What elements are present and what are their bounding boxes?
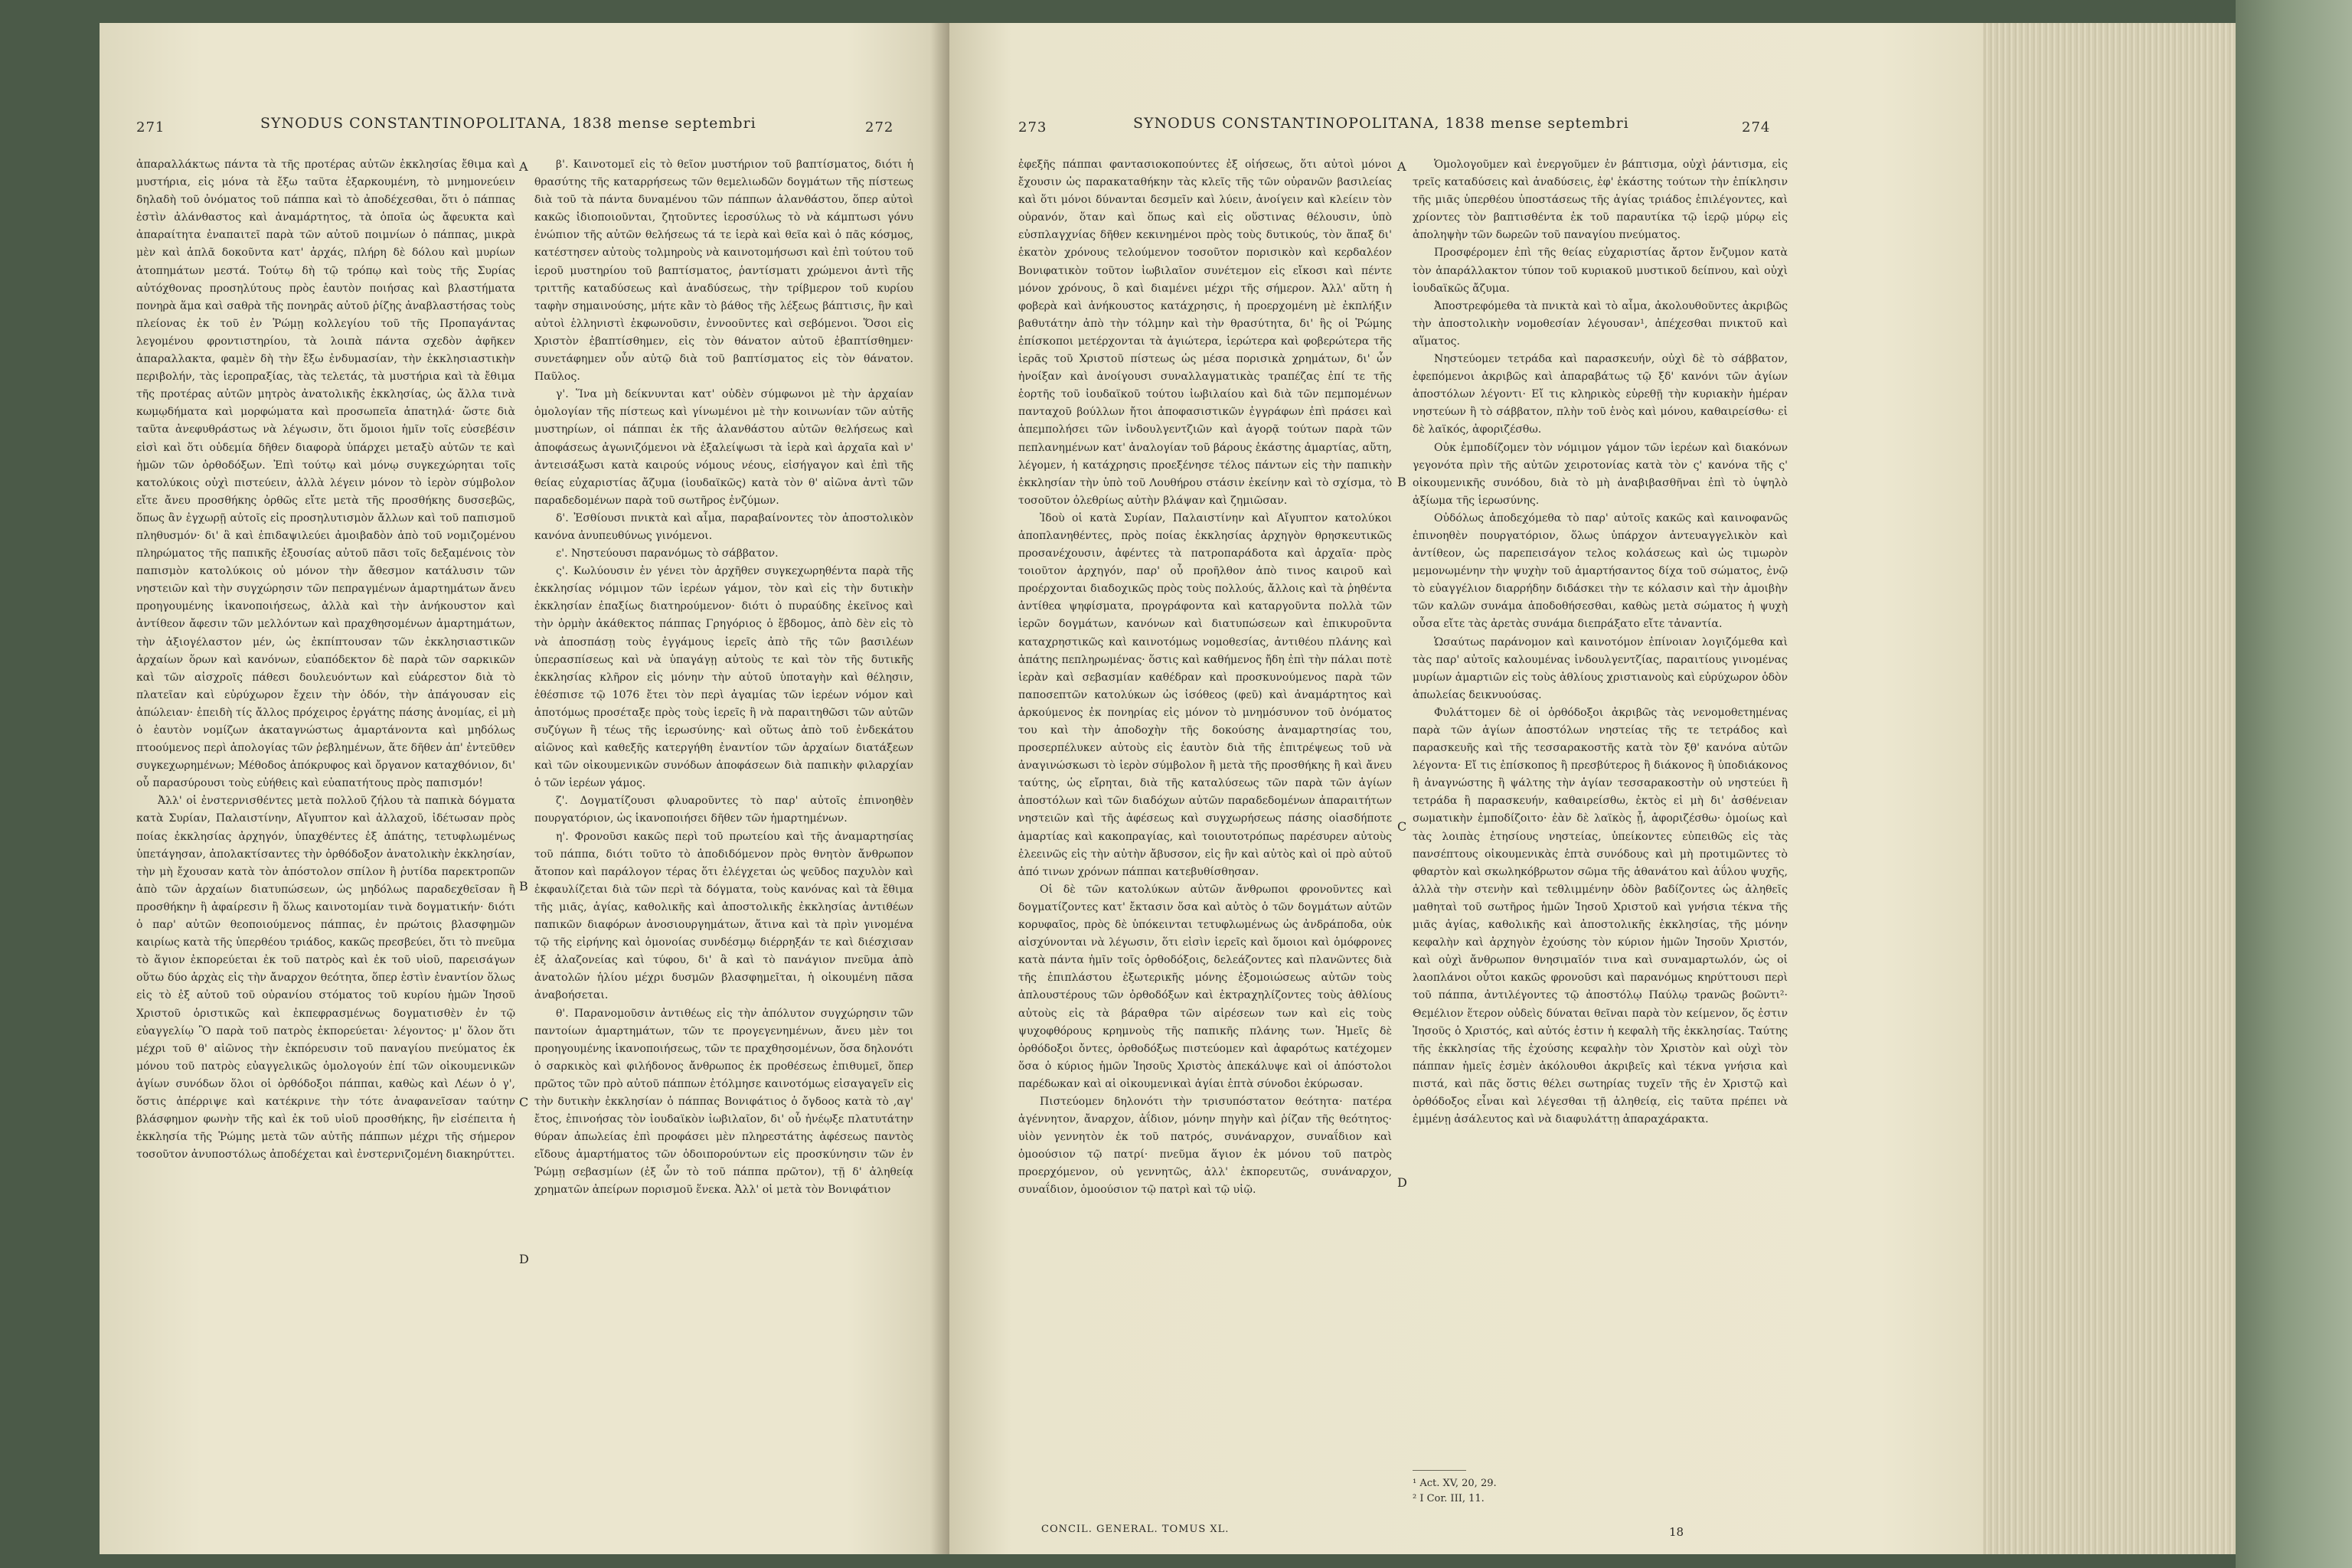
paragraph: ς'. Κωλύουσιν ἐν γένει τὸν ἀρχῆθεν συγκεχωρηθέντα παρὰ τῆς ἐκκλησίας νόμιμον τῶν ἱερέων γάμον, τὸν καὶ εἰς τὴν δυτικὴν ἐκκλησίαν ἐπαξίως διατηρούμενον· διότι ὁ πυραύδης ἐκεῖνος καὶ τὴν ὁρμὴν ἀκάθεκτος πάππας Γρηγόριος ὁ ἕβδομος, ἀπὸ δὲν εἰς τὸ νὰ ἀποσπάσῃ τοὺς ἐγγάμους ἱερεῖς ἀπὸ τῆς τῶν βασιλέων ὑπερασπίσεως καὶ νὰ ὑπαγάγῃ αὐτοὺς τε καὶ τὸν τῆς δυτικῆς ἐκκλησίας κλῆρον εἰς μόνην τὴν αὐτοῦ ὑποταγὴν καὶ θέλησιν, ἐθέσπισε τῷ 1076 ἔτει τὸν περὶ ἀγαμίας τῶν ἱερέων νόμον καὶ ἀποτόμως προσέταξε πρὸς τοὺς ἱερεῖς ἢ νὰ παραιτηθῶσι τῶν αὐτῶν συζύγων ἢ τέως τῆς ἱερωσύνης· καὶ οὕτως ἀπὸ τοῦ ἐνδεκάτου αἰῶνος καὶ καθεξῆς κατεργήθη ἐναντίον τῶν ἀρχαίων διατάξεων καὶ τῶν οἰκουμενικῶν συνόδων ἀποφάσεων διὰ παπικὴν φιλαρχίαν ὁ τῶν ἱερέων γάμος.	[534, 565, 913, 790]
page-number-273: 273	[1018, 119, 1047, 136]
page-number-272: 272	[865, 119, 894, 136]
paragraph: β'. Καινοτομεῖ εἰς τὸ θεῖον μυστήριον τοῦ βαπτίσματος, διότι ἡ θρασύτης τῆς καταρρήσεως τῶν θεμελιωδῶν δογμάτων τῆς πίστεως διὰ τοῦ τὰ πάντα δυναμένου τῶν πάππων ἀλανθάστου, ὅπερ αὐτοὶ κακῶς ἰδιοποιοῦνται, ζητοῦντες ἱεροσύλως τὸ νὰ κάμπτωσι γόνυ ἐνώπιον τῆς αὐτῶν θελήσεως τά τε ἱερὰ καὶ θεῖα καὶ ὁ πᾶς κόσμος, κατέστησεν αὐτοὺς τολμηροὺς νὰ καινοτομήσωσι καὶ ἐπὶ τούτου τοῦ ἱεροῦ μυστηρίου τοῦ βαπτίσματος, ῥαντίσματι χρώμενοι ἀντὶ τῆς τριττῆς καταδύσεως καὶ ἀναδύσεως, τὴν τρίβμερον τοῦ κυρίου ταφὴν σημαινούσης, μήτε κἂν τὸ βάθος τῆς λέξεως βάπτισις, ἣν καὶ αὐτοὶ ἑλληνιστὶ ἐκφωνοῦσιν, ἐννοοῦντες καὶ σεβόμενοι. Ὅσοι εἰς Χριστὸν ἐβαπτίσθημεν, εἰς τὸν θάνατον αὐτοῦ ἐβαπτίσθημεν· συνετάφημεν οὖν αὐτῷ διὰ τοῦ βαπτίσματος εἰς τὸν θάνατον. Παῦλος.	[534, 158, 913, 384]
paragraph: ζ'. Δογματίζουσι φλυαροῦντες τὸ παρ' αὐτοῖς ἐπινοηθὲν πουργατόριον, ὡς ἱκανοποιήσει δῆθεν τῶν ἡμαρτημένων.	[534, 795, 913, 825]
paragraph: θ'. Παρανομοῦσιν ἀντιθέως εἰς τὴν ἀπόλυτον συγχώρησιν τῶν παντοίων ἁμαρτημάτων, τῶν τε προγεγενημένων, ἄνευ μὲν τοι προηγουμένης ἱκανοποιήσεως, τῶν τε πραχθησομένων, ὅσα δηλονότι ὁ σαρκικὸς καὶ φιλήδονος ἄνθρωπος ἐκ προθέσεως ἐπιθυμεῖ, ὅπερ πρῶτος τῶν πρὸ αὐτοῦ πάππων ἐτόλμησε καινοτόμως εἰσαγαγεῖν εἰς τὴν δυτικὴν ἐκκλησίαν ὁ πάππας Βονιφάτιος ὁ ὄγδοος κατὰ τὸ ,αγ' ἔτος, ἐπινοήσας τὸν ἰουδαϊκὸν ἰωβιλαῖον, δι' οὗ ἠνέῳξε πλατυτάτην θύραν ἀπωλείας ἐπὶ προφάσει μὲν πληρεστάτης ἀφέσεως παντὸς εἴδους ἁμαρτήματος τῶν ὁδοιπορούντων εἰς προσκύνησιν τῶν ἐν Ῥώμῃ σεβασμίων (ἐξ ὧν τὸ τοῦ πάππα πρῶτον), τῇ δ' ἀληθείᾳ χρηματῶν ἀπείρων πορισμοῦ ἕνεκα. Ἀλλ' οἱ μετὰ τὸν Βονιφάτιον	[534, 1007, 913, 1197]
paragraph: Ἰδοὺ οἱ κατὰ Συρίαν, Παλαιστίνην καὶ Αἴγυπτον κατολύκοι ἀποπλανηθέντες, πρὸς ποίας ἐκκλησίας ἀρχηγὸν θρησκευτικῶς προσανέχουσιν, ἀφέντες τὰ πατροπαράδοτα καὶ ἀρχαῖα· πρὸς τοιοῦτον ἀρχηγόν, παρ' οὗ προῆλθον ἀπὸ τινος καιροῦ καὶ προέρχονται διαδοχικῶς πρὸς τοὺς πολλούς, ἄλλοις καὶ τὰ ῥηθέντα ἀντίθεα ψηφίσματα, προγράφοντα καὶ καταργοῦντα πολλὰ τῶν ἱερῶν δογμάτων, κανόνων καὶ διατυπώσεων καὶ ἐπικυροῦντα καταχρηστικῶς καὶ καινοτόμως νομοθεσίας, ἀντιθέου πλάνης καὶ ἀπάτης πεπληρωμένας· ὅστις καὶ καθήμενος ἤδη ἐπὶ τὴν πάλαι ποτὲ ἱερὰν καὶ σεβασμίαν καθέδραν καὶ προσκυνούμενος παρὰ τῶν παποσεπτῶν κατολύκων ὡς ἰσόθεος (φεῦ) καὶ ἀναμάρτητος καὶ ἀρκούμενος ἐκ πονηρίας εἰς μόνον τὸ μνημόσυνον τοῦ ὀνόματος του καὶ τὴν ἀποδοχὴν τῆς δοκούσης ἀναμαρτησίας του, προσερπέλυκεν αὐτοὺς εἰς ἑαυτὸν διὰ τῆς ἐπιτρέψεως τοῦ νὰ ἀναγινώσκωσι τὸ ἱερὸν σύμβολον ἢ μετὰ τῆς προσθήκης ἢ καὶ ἄνευ ταύτης, ὡς εἴρηται, διὰ τῆς καταλύσεως τῶν παρὰ τῶν ἁγίων ἀποστόλων καὶ τῶν διαδόχων αὐτῶν παραδεδομένων ἀπαραιτήτων νηστειῶν καὶ τῆς ἀφέσεως καὶ συγχωρήσεως πάσης οἱασδήποτε ἁμαρτίας καὶ κακοπραγίας, καὶ τοιουτοτρόπως παρέσυρεν αὐτοὺς ἐλεεινῶς εἰς τὴν αὐτὴν ἄβυσσον, εἰς ἣν καὶ αὐτὸς καὶ οἱ πρὸ αὐτοῦ ἀπό τινων χρόνων πάππαι κατεβυθίσθησαν.	[1018, 511, 1392, 878]
margin-marker-a: A	[519, 159, 528, 174]
left-page-header	[100, 109, 949, 139]
left-page	[100, 23, 949, 1554]
paragraph: Ἀποστρεφόμεθα τὰ πνικτὰ καὶ τὸ αἷμα, ἀκολουθοῦντες ἀκριβῶς τὴν ἀποστολικὴν νομοθεσίαν λέγουσαν¹, ἀπέχεσθαι πνικτοῦ καὶ αἵματος.	[1413, 299, 1788, 348]
margin-marker-c: C	[519, 1095, 529, 1109]
paragraph: Προσφέρομεν ἐπὶ τῆς θείας εὐχαριστίας ἄρτον ἔνζυμον κατὰ τὸν ἀπαράλλακτον τύπον τοῦ κυριακοῦ μυστικοῦ δείπνου, καὶ οὐχὶ ἰουδαϊκῶς ἄζυμα.	[1413, 247, 1788, 295]
footnote: ¹ Act. XV, 20, 29.	[1413, 1478, 1497, 1489]
paragraph: Ἀλλ' οἱ ἐνστερνισθέντες μετὰ πολλοῦ ζήλου τὰ παπικὰ δόγματα κατὰ Συρίαν, Παλαιστίνην, Αἴγυπτον καὶ ἀλλαχοῦ, ἰδέτωσαν πρὸς ποίας ἐκκλησίας ἀρχηγόν, ὑπαχθέντες ἐξ ἀπάτης, τετυφλωμένως ὑπετάγησαν, ἀπολακτίσαντες τὴν ὀρθόδοξον ἀνατολικὴν ἐκκλησίαν, τὴν μὴ ἔχουσαν κατὰ τὸν ἀπόστολον σπίλον ἢ ῥυτίδα παρεκτροπῶν ἀπὸ τῶν ἀρχαίων διατυπώσεων, ὡς μηδόλως παραδεχθεῖσαν ἢ προσθήκην ἢ ἀφαίρεσιν ἢ ὅλως καινοτομίαν τινὰ δογματικήν· διότι ὁ παρ' αὐτῶν θεοποιούμενος πάππας, ἐν πρώτοις βλασφημῶν καιρίως κατὰ τῆς ὑπερθέου τριάδος, κακῶς πρεσβεύει, ὅτι τὸ πνεῦμα τὸ ἅγιον ἐκπορεύεται ἐκ τοῦ πατρὸς καὶ ἐκ τοῦ υἱοῦ, παρεισάγων οὕτω δύο ἀρχὰς εἰς τὴν ἄναρχον θεότητα, ὅπερ ἐστὶν ἐναντίον ὅλως εἰς τὸ ἐξ αὐτοῦ τοῦ οὐρανίου στόματος τοῦ κυρίου ἡμῶν Ἰησοῦ Χριστοῦ ὁριστικῶς καὶ ἐκπεφρασμένως δογματισθὲν ἐν τῷ εὐαγγελίῳ Ὃ παρὰ τοῦ πατρὸς ἐκπορεύεται· λέγοντος· μ' ὅλον ὅτι μέχρι τοῦ θ' αἰῶνος τὴν ἐκπόρευσιν τοῦ παναγίου πνεύματος ἐκ μόνου τοῦ πατρὸς εὐαγγελικῶς ὁμολογούν ἐπί τῶν οἰκουμενικῶν ἁγίων συνόδων ὅλοι οἱ ὀρθόδοξοι πάππαι, καθὼς καὶ Λέων ὁ γ', ὅστις ἀπέρριψε καὶ κατέκρινε τὴν τότε ἀναφανεῖσαν ταύτην βλάσφημον φωνὴν τῆς καὶ ἐκ τοῦ υἱοῦ προσθήκης, ἣν εἰσέπειτα ἡ ἐκκλησία τῆς Ῥώμης μετὰ τῶν αὐτῆς πάππων μέχρι τῆς σήμερον τοσοῦτον ἀνυποστόλως ἀποδέχεται καὶ ἐνστερνιζομένη διακηρύττει.	[136, 795, 515, 1161]
page-number-274: 274	[1742, 119, 1771, 136]
signature-mark: CONCIL. GENERAL. TOMUS XL.	[1041, 1524, 1230, 1535]
right-page-header	[949, 109, 1983, 139]
paragraph: η'. Φρονοῦσι κακῶς περὶ τοῦ πρωτείου καὶ τῆς ἀναμαρτησίας τοῦ πάππα, διότι τοῦτο τὸ ἀποδιδόμενον πρὸς θνητὸν ἄνθρωπον ἄτοπον καὶ παράλογον τέρας ὅτι ἐλέγχεται ὡς ψεῦδος παχυλὸν καὶ ἐκφαυλίζεται διὰ τῶν περὶ τὰ δόγματα, τοὺς κανόνας καὶ τὰ ἔθιμα τῆς μιᾶς, ἁγίας, καθολικῆς καὶ ἀποστολικῆς ἐκκλησίας ἀντιθέων παπικῶν διαφόρων ἀνοσιουργημάτων, ἅτινα καὶ τὰ πρὶν γινομένα τῷ τῆς εἰρήνης καὶ ὁμονοίας συνδέσμῳ διέρρηξάν τε καὶ διέσχισαν ἐξ ἀλαζονείας καὶ τύφου, δι' ἃ καὶ τὸ πανάγιον πνεῦμα ἀπὸ ἀνατολῶν ἡλίου μέχρι δυσμῶν βλασφημεῖται, ἡ οἰκουμένη πᾶσα ἀναβοήσεται.	[534, 830, 913, 1002]
paragraph: Οἱ δὲ τῶν κατολύκων αὐτῶν ἄνθρωποι φρονοῦντες καὶ δογματίζοντες κατ' ἔκτασιν ὅσα καὶ αὐτὸς ὁ τῶν δογμάτων αὐτῶν κορυφαῖος, πρὸς δὲ ὑπόκεινται τετυφλωμένως ὡς ἀνδράποδα, οὐκ αἰσχύνονται νὰ λέγωσιν, ὅτι εἰσὶν ἱερεῖς καὶ ὅμοιοι καὶ ὁμόφρονες κατὰ πάντα ἡμῖν τοῖς ὀρθοδόξοις, δελεάζοντες καὶ πλανῶντες διὰ τῆς ἐπιπλάστου ἐξωτερικῆς μόνης ἐξομοιώσεως αὐτῶν τοὺς ἀπλουστέρους τῶν ὀρθοδόξων καὶ ἐκτραχηλίζοντες τοὺς ἀθλίους αὐτοὺς εἰς τὰ βάραθρα τῶν αἱρέσεων των καὶ εἰς τοὺς ψυχοφθόρους κρημνοὺς τῆς παπικῆς πλάνης των. Ἡμεῖς δὲ ὀρθόδοξοι ὄντες, ὀρθοδόξως πιστεύομεν καὶ ἀφαρότως κατέχομεν ὅσα ὁ κύριος ἡμῶν Ἰησοῦς Χριστὸς ἀπεκάλυψε καὶ οἱ ἀπόστολοι παρέδωκαν καὶ αἱ οἰκουμενικαὶ ἁγίαι ἑπτὰ σύνοδοι ἐκύρωσαν.	[1018, 883, 1392, 1090]
margin-marker-b: B	[519, 879, 528, 893]
right-page-column-1	[1018, 156, 1392, 1200]
paragraph: Ὡσαύτως παράνομον καὶ καινοτόμον ἐπίνοιαν λογιζόμεθα καὶ τὰς παρ' αὐτοῖς καλουμένας ἰνδουλγεντζίας, παραιτίους γινομένας μυρίων ἁμαρτιῶν εἰς τοὺς ἀθλίους χριστιανοὺς καὶ εὐρύχωρον ὁδὸν ἀπωλείας δεικνυούσας.	[1413, 635, 1788, 701]
book-page-edges	[1983, 23, 2236, 1554]
footnote: ² I Cor. III, 11.	[1413, 1493, 1485, 1504]
page-number-271: 271	[136, 119, 165, 136]
paragraph: Νηστεύομεν τετράδα καὶ παρασκευήν, οὐχὶ δὲ τὸ σάββατον, ἐφεπόμενοι ἀκριβῶς καὶ ἀπαραβάτως τῷ ξδ' κανόνι τῶν ἁγίων ἀποστόλων λέγοντι· Εἴ τις κληρικὸς εὑρεθῇ τὴν κυριακὴν ἡμέραν νηστεύων ἢ τὸ σάββατον, πλὴν τοῦ ἑνὸς καὶ μόνου, καθαιρείσθω· εἰ δὲ λαϊκός, ἀφοριζέσθω.	[1413, 353, 1788, 436]
margin-marker-d: D	[519, 1252, 529, 1266]
paragraph: Οὐκ ἐμποδίζομεν τὸν νόμιμον γάμον τῶν ἱερέων καὶ διακόνων γεγονότα πρὶν τῆς αὐτῶν χειροτονίας κατὰ τὸν ς' κανόνα τῆς ς' οἰκουμενικῆς συνόδου, διὰ τὸ μὴ ἀναβιβασθῆναι ἐπὶ τὸ ὑψηλὸ ἀξίωμα τῆς ἱερωσύνης.	[1413, 441, 1788, 507]
paragraph: Φυλάττομεν δὲ οἱ ὀρθόδοξοι ἀκριβῶς τὰς νενομοθετημένας παρὰ τῶν ἁγίων ἀποστόλων νηστείας τῆς τε τετράδος καὶ παρασκευῆς καὶ τῆς τεσσαρακοστῆς κατὰ τὸν ξθ' κανόνα αὐτῶν λέγοντα· Εἴ τις ἐπίσκοπος ἢ πρεσβύτερος ἢ διάκονος ἢ ὑποδιάκονος ἢ ἀναγνώστης ἢ ψάλτης τὴν ἁγίαν τεσσαρακοστὴν οὐ νηστεύει ἢ τετράδα ἢ παρασκευήν, καθαιρείσθω, ἐκτὸς εἰ μὴ δι' ἀσθένειαν σωματικὴν ἐμποδίζοιτο· ἐὰν δὲ λαϊκὸς ᾖ, ἀφοριζέσθω· ὁμοίως καὶ τὰς λοιπὰς ἐτησίους νηστείας, ὑπείκοντες εὐπειθῶς εἰς τὰς πανσέπτους οἰκουμενικὰς ἑπτὰ συνόδους καὶ μὴ προτιμῶντες τὸ φθαρτὸν καὶ σκωληκόβρωτον σῶμα τῆς ἀθανάτου καὶ ἀΰλου ψυχῆς, ἀλλὰ τὴν στενὴν καὶ τεθλιμμένην ὁδὸν βαδίζοντες ὡς ἀληθεῖς μαθηταὶ τοῦ σωτῆρος ἡμῶν Ἰησοῦ Χριστοῦ καὶ γνήσια τέκνα τῆς μιᾶς ἁγίας, καθολικῆς καὶ ἀποστολικῆς ἐκκλησίας, τῆς μόνην κεφαλὴν καὶ ἀρχηγὸν ἐχούσης τὸν κύριον ἡμῶν Ἰησοῦν Χριστόν, καὶ οὐχὶ ἄνθρωπον θνησιμαῖόν τινα καὶ συναμαρτωλόν, ὡς οἱ λαοπλάνοι οὗτοι κακῶς φρονοῦσι καὶ παρανόμως κηρύττουσι περὶ τοῦ πάππα, ἀντιλέγοντες τῷ ἀποστόλῳ Παύλῳ τρανῶς βοῶντι²· Θεμέλιον ἕτερον οὐδεὶς δύναται θεῖναι παρὰ τὸν κείμενον, ὅς ἐστιν Ἰησοῦς ὁ Χριστός, καὶ αὐτός ἐστιν ἡ κεφαλὴ τῆς ἐκκλησίας. Ταύτης τῆς ἐκκλησίας τῆς ἐχούσης κεφαλὴν τὸν Χριστὸν καὶ οὐχὶ τὸν πάππαν ἡμεῖς ἐσμὲν ἀκόλουθοι ἀκριβεῖς καὶ τέκνα γνήσια καὶ πιστά, καὶ πᾶς ὅστις θέλει σωτηρίας τυχεῖν τῆς ἐν Χριστῷ καὶ ὀρθόδοξος εἶναι καὶ λέγεσθαι τῇ ἀληθείᾳ, εἰς ταῦτα πρέπει νὰ ἐμμένῃ ἀσάλευτος καὶ νὰ διαφυλάττῃ ἀπαραχάρακτα.	[1413, 706, 1788, 1126]
paragraph: Πιστεύομεν δηλονότι τὴν τρισυπόστατον θεότητα· πατέρα ἀγέννητον, ἄναρχον, ἀΐδιον, μόνην πηγὴν καὶ ῥίζαν τῆς θεότητος· υἱὸν γεννητὸν ἐκ τοῦ πατρός, συνάναρχον, συναΐδιον καὶ ὁμοούσιον τῷ πατρί· πνεῦμα ἅγιον ἐκ μόνου τοῦ πατρὸς προερχόμενον, οὐ γεννητῶς, ἀλλ' ἐκπορευτῶς, συνάναρχον, συναΐδιον, ὁμοούσιον τῷ πατρὶ καὶ τῷ υἱῷ.	[1018, 1095, 1392, 1197]
paragraph: δ'. Ἐσθίουσι πνικτὰ καὶ αἷμα, παραβαίνοντες τὸν ἀποστολικὸν κανόνα ἀνυπευθύνως γινόμενοι.	[534, 511, 913, 542]
running-title: SYNODUS CONSTANTINOPOLITANA, 1838 mense septembri	[260, 115, 756, 132]
paragraph: Ὁμολογοῦμεν καὶ ἐνεργοῦμεν ἐν βάπτισμα, οὐχὶ ῥάντισμα, εἰς τρεῖς καταδύσεις καὶ ἀναδύσεις, ἐφ' ἑκάστης τούτων τὴν ἐπίκλησιν τῆς μιᾶς ὑπερθέου ὑποστάσεως τῆς ἁγίας τριάδος ἐπιλέγοντες, καὶ χρίοντες τὸν βαπτισθέντα ἐκ τοῦ παραυτίκα τῷ ἱερῷ μύρῳ εἰς ἀποληψὴν τῶν δωρεῶν τοῦ παναγίου πνεύματος.	[1413, 158, 1788, 242]
running-title: SYNODUS CONSTANTINOPOLITANA, 1838 mense septembri	[1133, 115, 1629, 132]
left-page-column-2	[534, 156, 913, 1200]
margin-marker-a: A	[1397, 159, 1406, 174]
paragraph: ἐφεξῆς πάππαι φαντασιοκοπούντες ἐξ οἰήσεως, ὅτι αὐτοὶ μόνοι ἔχουσιν ὡς παρακαταθήκην τὰς κλεῖς τῆς τῶν οὐρανῶν βασιλείας καὶ ὅτι μόνοι δύνανται δεσμεῖν καὶ λύειν, ἀνοίγειν καὶ κλείειν τὸν οὐρανόν, ὅταν καὶ ὅπως καὶ εἰς οὕστινας θέλουσιν, ὑπὸ εὐσπλαγχνίας δῆθεν κεκινημένοι πρὸς τοὺς δυτικούς, τὸν ἅπαξ δι' ἑκατὸν χρόνους τελούμενον τοσοῦτον πορισικὸν καὶ κερδαλέον Βονιφατικὸν τοῦτον ἰωβιλαῖον συνέτεμον εἰς εἴκοσι καὶ πέντε μόνον χρόνους, ὃ καὶ διαμένει μέχρι τῆς σήμερον. Ἀλλ' αὕτη ἡ φοβερὰ καὶ ἀνήκουστος κατάχρησις, ἡ προερχομένη μὲ ἐκπλήξιν βαθυτάτην ἀπὸ τὴν τόλμην καὶ τὴν θρασύτητα, δι' ἣς οἱ Ῥώμης ἐπίσκοποι μετέρχονται τὰ ἁγιώτερα, ἱερώτερα καὶ φοβερώτερα τῆς ἱερᾶς τοῦ Χριστοῦ πίστεως ὡς μέσα πορισικὰ χρημάτων, δι' ὧν ἠνοίξαν καὶ ἀνοίγουσι συναλλαγματικὰς τραπέζας ἐπί τε τῆς ἑορτῆς τοῦ ἰουδαϊκοῦ τούτου ἰωβιλαίου καὶ διὰ τῶν πεμπομένων πανταχοῦ βούλλων ἤτοι ἀποφασιστικῶν ἐγγράφων ἐπὶ πράσει καὶ ἀπεμπολήσει τῶν ἰνδουλγεντζιῶν καὶ ἀγορᾷ τούτων παρὰ τῶν πεπλανημένων κατ' ἀναλογίαν τοῦ βάρους ἑκάστης ἁμαρτίας, αὕτη, λέγομεν, ἡ κατάχρησις προεξένησε τέλος πάντων εἰς τὴν παπικὴν ἐκκλησίαν τὴν ὑπὸ τοῦ Λουθήρου στάσιν ἐκείνην καὶ τὸ σχίσμα, τὸ τοσοῦτον ὀλεθρίως αὐτὴν βλάψαν καὶ ζημιῶσαν.	[1018, 158, 1392, 507]
paragraph: γ'. Ἵνα μὴ δείκνυνται κατ' οὐδὲν σύμφωνοι μὲ τὴν ἀρχαίαν ὁμολογίαν τῆς πίστεως καὶ γίνωμένοι μὲ τὴν κοινωνίαν τῶν αὐτῆς μυστηρίων, οἱ πάππαι ἐκ τῆς ἀλανθάστου αὐτῶν θελήσεως καὶ ἀποφάσεως ἀγωνιζόμενοι νὰ ἐξαλείψωσι τὰ ἱερὰ καὶ ἀρχαῖα καὶ ν' ἀντεισάξωσι κατὰ καιρούς νόμους νέους, εἰσήγαγον καὶ ἐπὶ τῆς θείας εὐχαριστίας ἄζυμα (ἰουδαϊκῶς) κατὰ τὸν θ' αἰῶνα ἀντὶ τῶν παραδεδομένων παρὰ τοῦ σωτῆρος ἐνζύμων.	[534, 388, 913, 507]
footnotes	[1413, 1476, 1719, 1507]
margin-marker-b: B	[1397, 475, 1406, 489]
background-surface	[2236, 0, 2352, 1568]
right-page	[949, 23, 1983, 1554]
paragraph: Οὐδόλως ἀποδεχόμεθα τὸ παρ' αὐτοῖς κακῶς καὶ καινοφανῶς ἐπινοηθὲν πουργατόριον, ὅλως ὑπάρχον ἀντευαγγελικὸν καὶ ἀντίθεον, ὡς παρεπεισάγον τελος κολάσεως καὶ ὡς τιμωρὸν μεμονωμένην τὴν ψυχὴν τοῦ ἁμαρτήσαντος δίχα τοῦ σώματος, ἐνῷ τὸ εὐαγγέλιον διαρρήδην διδάσκει τὴν τε κόλασιν καὶ τὴν ἀμοιβὴν τῶν καλῶν συνάμα ἀποδοθήσεσθαι, καθὼς μετὰ σώματος ἡ ψυχὴ οὖσα εἴτε τὰς ἀρετὰς συνάμα διεπράξατο εἴτε τἀναντία.	[1413, 511, 1788, 631]
folio-number: 18	[1669, 1525, 1684, 1539]
margin-marker-c: C	[1397, 819, 1407, 834]
right-page-column-2	[1413, 156, 1788, 1129]
paragraph: ἀπαραλλάκτως πάντα τὰ τῆς προτέρας αὐτῶν ἐκκλησίας ἔθιμα καὶ μυστήρια, εἰς μόνα τὰ ἔξω ταῦτα ἐξαρκουμένη, τὸ μνημονεύειν δηλαδὴ τοῦ ὀνόματος τοῦ πάππα καὶ τὸ ἀποδέχεσθαι, ὅτι ὁ πάππας ἐστὶν ἀλάνθαστος καὶ ἀναμάρτητος, τὰ ὁποῖα ὡς ἄφευκτα καὶ ἀπαραίτητα ἐναπαιτεῖ παρὰ τῶν αὐτοῦ ποιμνίων ὁ πάππας, μικρὰ μὲν καὶ ἁπλᾶ δοκοῦντα κατ' ἀρχάς, πλήρη δὲ δόλου καὶ μυρίων ἀτοπημάτων μεστά. Τούτῳ δὴ τῷ τρόπῳ καὶ τοὺς τῆς Συρίας αὐτόχθονας προσηλύτους πρὸς ἑαυτὸν ποιήσας καὶ βλαστήματα πονηρὰ ἅμα καὶ σαθρὰ τῆς πονηρᾶς αὐτοῦ ῥίζης ἀναβλαστήσας τοὺς πλείονας ἐκ τοῦ ἐν Ῥώμῃ κολλεγίου τοῦ τῆς Προπαγάντας λεγομένου φροντιστηρίου, τὰ λοιπὰ πάντα σχεδὸν ἀφῆκεν ἀπαραλλακτα, φαμὲν δὴ τὴν ἔξω ἐνδυμασίαν, τὴν ἐκκλησιαστικὴν περιβολήν, τὰς ἱεροπραξίας, τὰς τελετάς, τὰ μυστήρια καὶ τὰ ἔθιμα τῆς προτέρας αὐτῶν μητρὸς ἀνατολικῆς ἐκκλησίας, ὡς ἄλλα τινὰ κωμῳδήματα καὶ μορφώματα καὶ προσωπεῖα ἀπατηλά· ὥστε διὰ ταῦτα ἀνεφυθράστως νὰ λέγωσιν, ὅτι ὅμοιοι ἡμῖν τοῖς εὐσεβέσιν εἰσὶ καὶ ὅτι οὐδεμία δῆθεν διαφορὰ ὑπάρχει μεταξὺ αὐτῶν τε καὶ ἡμῶν τῶν ὀρθοδόξων. Ἐπὶ τούτῳ καὶ μόνῳ συγκεχώρηται τοῖς κατολύκοις οὐχὶ πιστεύειν, ἀλλὰ λέγειν μόνον τὸ ἱερὸν σύμβολον εἴτε ἄνευ προσθήκης ὀρθῶς εἴτε μετὰ τῆς προσθήκης δυσσεβῶς, ὅπως ἂν ἐγχωρῇ αὐτοῖς εἰς προσηλυτισμὸν ἄλλων καὶ τοῦ παπισμοῦ πληθυσμόν· δι' ἃ καὶ ἐπιδαψιλεύει ἀμοιβαδὸν ἀπὸ τοῦ νομιζομένου πληρώματος τῆς παπικῆς ἐξουσίας αὐτοῦ πᾶσι τοῖς δεξαμένοις τὸν παπισμὸν κατολύκοις οὐ μόνον τὴν ἄθεσμον κατάλυσιν τῶν νηστειῶν καὶ τὴν συγχώρησιν τῶν πεπραγμένων ἁμαρτημάτων ἄνευ προηγουμένης ἱκανοποιήσεως, ἀλλὰ καὶ τὴν ἀνήκουστον καὶ ἀντίθεον ἄφεσιν τῶν μελλόντων καὶ πραχθησομένων ἁμαρτημάτων, τὴν ἀξιογέλαστον μέν, ὡς ἐκπίπτουσαν τῶν ἐκκλησιαστικῶν ἀρχαίων ὅρων καὶ κανόνων, εὐαπόδεκτον δὲ παρὰ τῶν σαρκικῶν καὶ τῶν αἰσχροῖς πάθεσι δουλευόντων καὶ εὐάρεστον διὰ τὸ πλατεῖαν καὶ εὐρύχωρον ἔχειν τὴν ὁδόν, τὴν ἀπάγουσαν εἰς ἀπώλειαν· ἐπειδὴ τίς ἄλλος πρόχειρος ἐργάτης πάσης ἀνομίας, εἰ μὴ ὁ ἑαυτὸν νομίζων ἀκαταγνώστως ἁμαρτάνοντα καὶ μηδόλως πτοούμενος περὶ ἀπολογίας τῶν ῥεβλημένων, ἅτε δῆθεν ἀπ' ἐντεῦθεν συγκεχωρημένων; Μέθοδος ἀπόκρυφος καὶ ὄργανον καταχθόνιον, δι' οὗ παρασύρουσι τοὺς εὐήθεις καὶ εὐαπατήτους πρὸς παπισμόν!	[136, 158, 515, 790]
left-page-column-1	[136, 156, 515, 1164]
paragraph: ε'. Νηστεύουσι παρανόμως τὸ σάββατον.	[556, 547, 779, 560]
footnote-rule	[1413, 1470, 1466, 1471]
margin-marker-d: D	[1397, 1175, 1407, 1190]
